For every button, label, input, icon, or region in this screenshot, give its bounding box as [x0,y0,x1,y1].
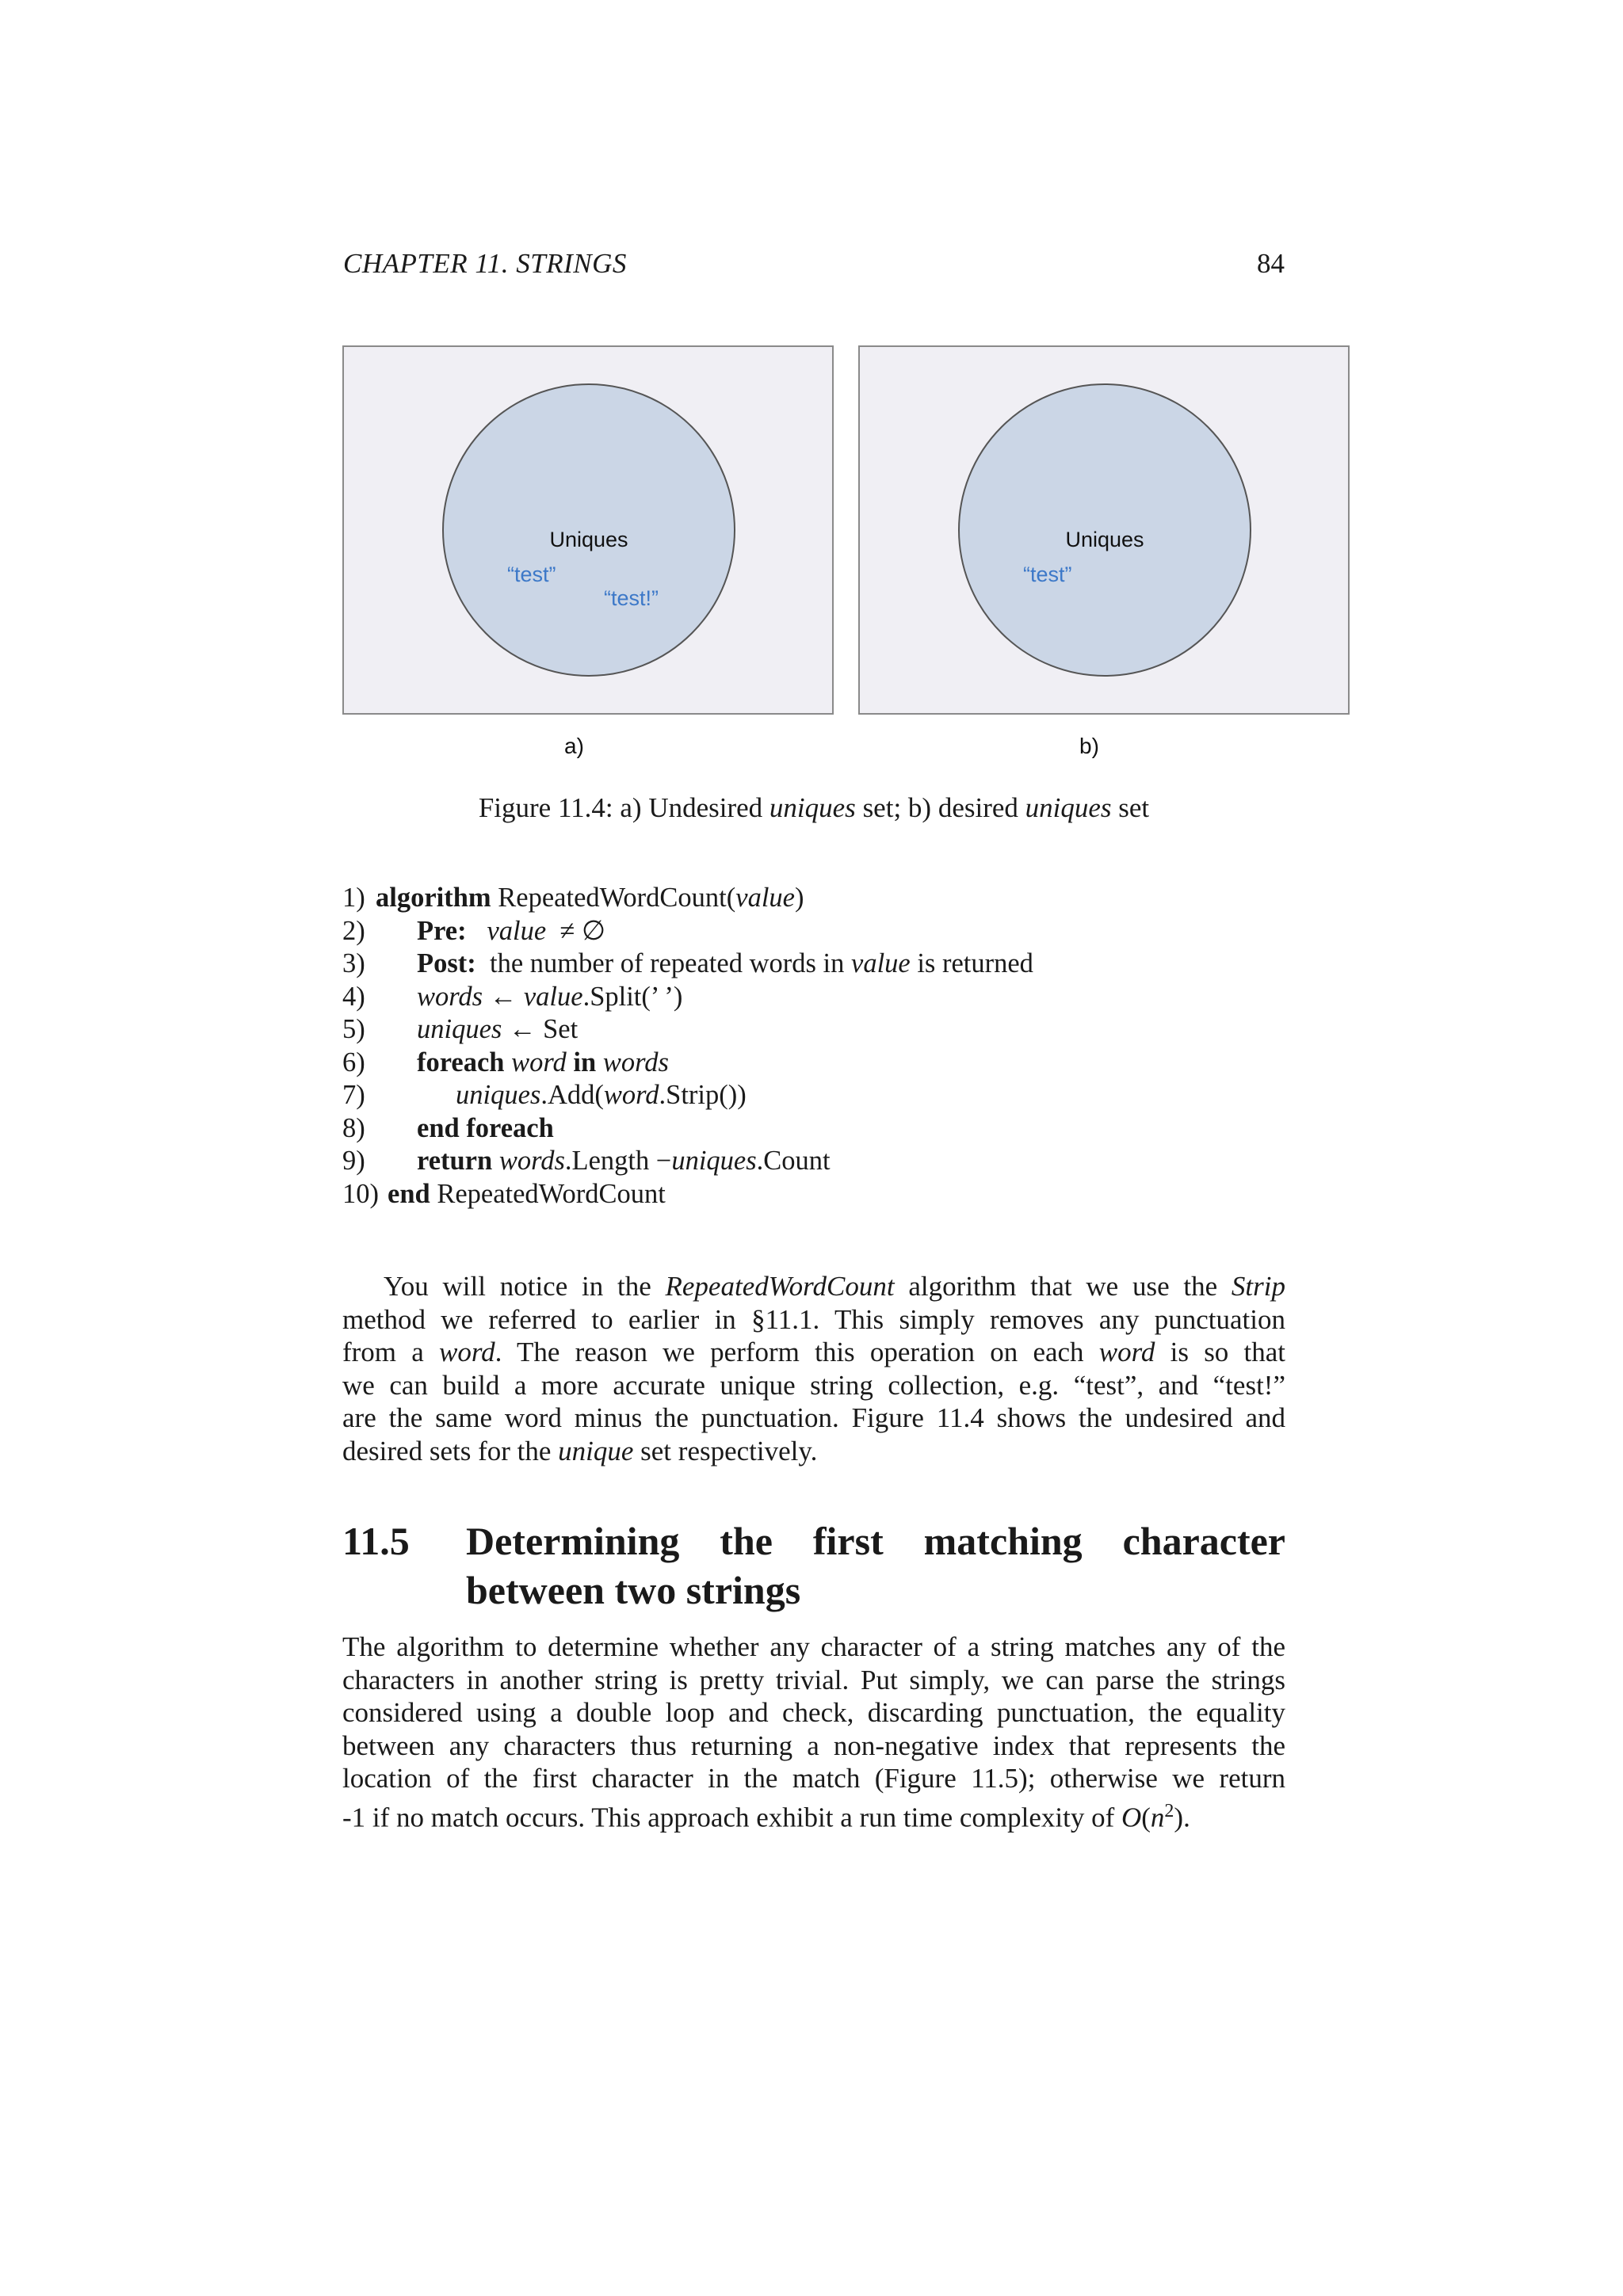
figure-caption: Figure 11.4: a) Undesired uniques set; b) desired uniques set [478,792,1150,823]
running-header [343,248,1285,288]
set-word: “test” [507,563,556,586]
body-paragraph: You will notice in the RepeatedWordCount algorithm that we use the Strip method we referred to earlier in §11.1. This simply removes any punctuation from a word. The reason we perform this operation on each word is so that we can build a more accurate unique string collection, e.g. “test”, and “test!” are the same word minus the punctuation. Figure 11.4 shows the undesired and desired sets for the unique set respectively. [342,1271,1285,1466]
set-word: “test” [1023,563,1072,586]
figure-panel-a [342,345,834,715]
section-title: Determining the first matching character between two strings [466,1519,1285,1612]
set-title: Uniques [549,528,628,551]
panel-label-b: b) [1079,734,1099,758]
uniques-set-circle [442,383,735,677]
set-word: “test!” [604,586,659,610]
chapter-title: CHAPTER 11. STRINGS [343,248,627,279]
panel-label-a: a) [564,734,584,758]
figure-panel-b [858,345,1350,715]
uniques-set-circle [958,383,1251,677]
page-number: 84 [1257,248,1285,279]
body-paragraph: The algorithm to determine whether any character of a string matches any of the characters in another string is pretty trivial. Put simply, we can parse the strings considered using a double loop and check, discarding punctuation, the equality between any characters thus returning a non-negative index that represents the location of the first character in the match (Figure 11.5); otherwise we return -1 if no match occurs. This approach exhibit a run time complexity of $O(n^2)$. [342,1631,1285,1833]
section-number: 11.5 [342,1519,410,1563]
set-title: Uniques [1065,528,1144,551]
